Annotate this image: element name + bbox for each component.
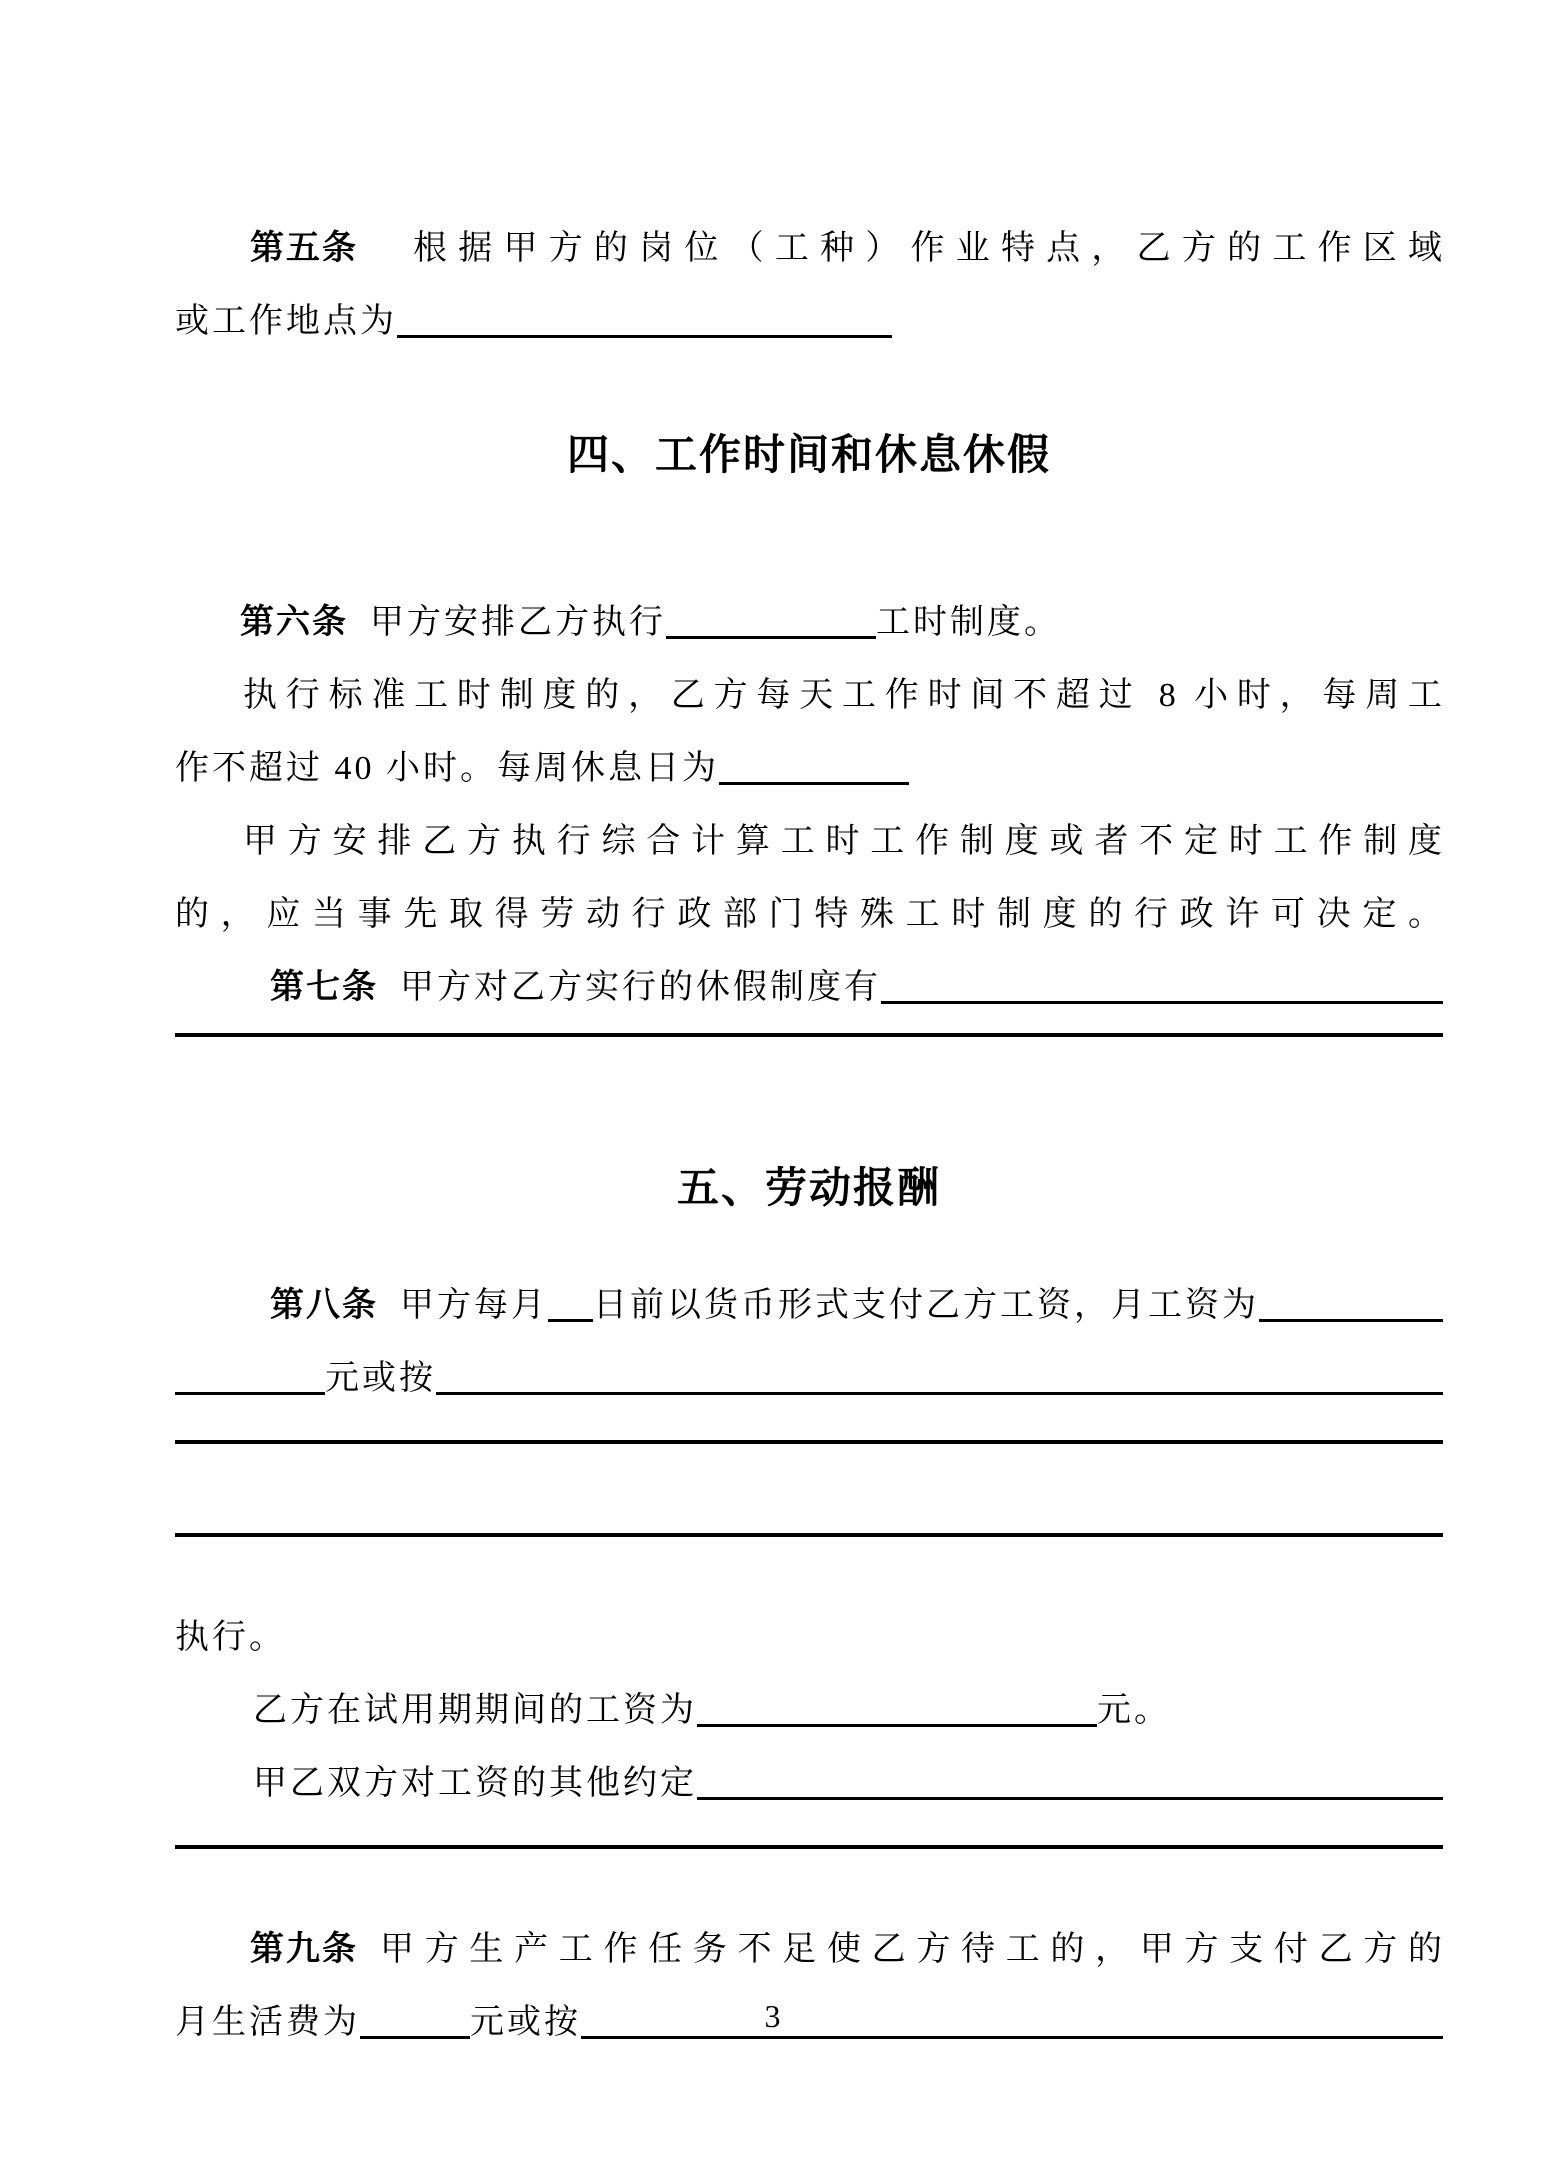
article8-line2: [175, 1342, 1443, 1415]
article6-standard-line1: [175, 659, 1443, 732]
spacer: [175, 358, 1443, 418]
article5-line2: [175, 285, 1443, 358]
blank-rule: [175, 1533, 1443, 1537]
article8-other-line: [175, 1747, 1443, 1820]
wage-amount-blank[interactable]: [175, 1382, 325, 1395]
blank-rule: [175, 1845, 1443, 1849]
other-wage-agreement-blank-row[interactable]: [175, 1845, 1443, 1913]
trial-wage-blank[interactable]: [697, 1714, 1097, 1727]
article8-line1-pre: 甲方每月: [400, 1287, 548, 1324]
article6-special-line2: [175, 878, 1443, 951]
article6-special-line2-text: 的，应当事先取得劳动行政部门特殊工时制度的行政许可决定。: [175, 896, 1443, 933]
article6-number-label: 第六条: [240, 603, 348, 641]
page-number: 3: [764, 1998, 781, 2034]
section5-heading: 五、劳动报酬: [676, 1164, 941, 1211]
monthly-wage-blank[interactable]: [1259, 1309, 1443, 1322]
article8-line1-mid: 日前以货币形式支付乙方工资，月工资为: [593, 1287, 1259, 1324]
article5-line1-text: 根据甲方的岗位（工种）作业特点，乙方的工作区域: [413, 230, 1443, 267]
blank-rule: [175, 1033, 1443, 1037]
article6-line1: [175, 586, 1443, 659]
leave-system-blank[interactable]: [881, 991, 1443, 1004]
article7-number-label: 第七条: [270, 968, 378, 1006]
article8-number-label: 第八条: [270, 1286, 378, 1324]
article9-line1: [175, 1913, 1443, 1986]
spacer: [175, 1224, 1443, 1269]
article9-line2-pre: 月生活费为: [175, 2004, 360, 2041]
article8-trial-line: [175, 1674, 1443, 1747]
article7-line1: [175, 951, 1443, 1024]
article8-trial-post: 元。: [1097, 1692, 1171, 1729]
article6-special-line1: [175, 805, 1443, 878]
article8-execute-line: [175, 1601, 1443, 1674]
leave-system-blank-row[interactable]: [175, 1033, 1443, 1106]
article5-line2-text: 或工作地点为: [175, 303, 397, 340]
weekly-rest-day-blank[interactable]: [719, 772, 909, 785]
article9-line1-text: 甲方生产工作任务不足使乙方待工的，甲方支付乙方的: [380, 1931, 1443, 1968]
article6-standard-line1-text: 执行标准工时制度的，乙方每天工作时间不超过 8 小时，每周工: [243, 677, 1443, 714]
article6-line1-pre: 甲方安排乙方执行: [370, 604, 666, 641]
article8-trial-pre: 乙方在试用期期间的工资为: [253, 1692, 697, 1729]
spacer: [175, 1106, 1443, 1151]
work-location-blank[interactable]: [397, 325, 892, 338]
article9-number-label: 第九条: [250, 1930, 358, 1968]
working-hours-system-blank[interactable]: [666, 626, 876, 639]
section4-heading: 四、工作时间和休息休假: [566, 431, 1051, 478]
payday-blank[interactable]: [548, 1309, 593, 1322]
article6-line1-post: 工时制度。: [876, 604, 1061, 641]
blank-rule: [175, 1440, 1443, 1444]
wage-basis-blank-row-1[interactable]: [175, 1440, 1443, 1508]
article8-other-pre: 甲乙双方对工资的其他约定: [253, 1765, 697, 1802]
article6-standard-line2-text: 作不超过 40 小时。每周休息日为: [175, 750, 719, 787]
article5-line1: [175, 212, 1443, 285]
article9-line2-mid: 元或按: [470, 2004, 581, 2041]
article6-special-line1-text: 甲方安排乙方执行综合计算工时工作制度或者不定时工作制度: [243, 823, 1443, 860]
other-wage-agreement-blank[interactable]: [697, 1787, 1443, 1800]
article6-standard-line2: [175, 732, 1443, 805]
wage-basis-blank[interactable]: [436, 1382, 1443, 1395]
article7-line1-text: 甲方对乙方实行的休假制度有: [400, 969, 881, 1006]
spacer: [175, 491, 1443, 586]
wage-basis-blank-row-2[interactable]: [175, 1533, 1443, 1601]
article8-execute-text: 执行。: [175, 1619, 286, 1656]
article5-number-label: 第五条: [250, 229, 358, 267]
article8-line1: [175, 1269, 1443, 1342]
article8-line2-mid: 元或按: [325, 1360, 436, 1397]
